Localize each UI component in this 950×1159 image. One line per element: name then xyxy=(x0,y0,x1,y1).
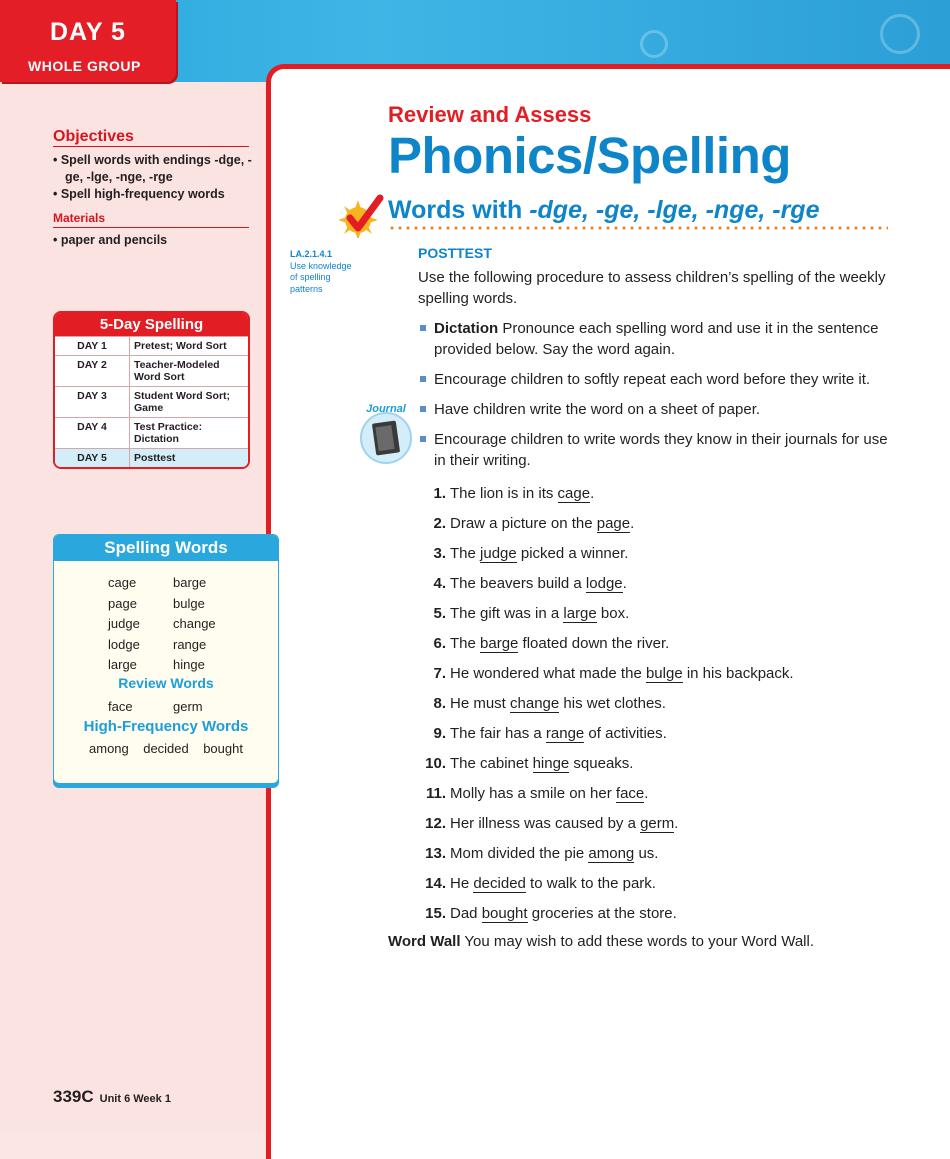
sentence-item xyxy=(416,815,678,832)
bullet-item xyxy=(418,369,898,390)
sentence-item xyxy=(416,485,594,502)
checkmark-icon xyxy=(336,194,388,238)
task-cell: Posttest xyxy=(130,449,249,468)
bullet-item xyxy=(418,429,898,471)
dotted-rule xyxy=(388,226,888,230)
spelling-word: change xyxy=(173,616,216,632)
sentence-item xyxy=(416,545,628,562)
sentence-number: 7. xyxy=(433,665,446,682)
spelling-word: page xyxy=(108,595,137,611)
sentence-text: He wondered what made the xyxy=(450,665,646,682)
standard-note xyxy=(290,249,360,295)
sentence-item xyxy=(416,725,667,742)
sentence-number: 10. xyxy=(425,755,446,772)
sentence-item xyxy=(416,755,633,772)
sentence-number: 13. xyxy=(425,845,446,862)
sentence-text: Dad xyxy=(450,905,482,922)
sentence-number: 14. xyxy=(425,875,446,892)
bullet-lead: Dictation xyxy=(434,320,499,337)
divider xyxy=(53,227,249,228)
spelling-word-underlined: germ xyxy=(640,815,675,832)
sentence-text: The cabinet xyxy=(450,755,533,772)
sentence-item xyxy=(416,875,656,892)
posttest-heading: POSTTEST xyxy=(418,245,492,261)
sentence-item xyxy=(416,695,666,712)
sentence-text: He must xyxy=(450,695,511,712)
word-wall-note xyxy=(388,933,814,950)
standard-code: LA.2.1.4.1 xyxy=(290,249,333,259)
sentence-text: his wet clothes. xyxy=(559,695,666,712)
objectives-list xyxy=(53,152,258,203)
objectives-title: Objectives xyxy=(53,128,134,145)
sentence-number: 15. xyxy=(425,905,446,922)
sentence-text: Draw a picture on the xyxy=(450,515,597,532)
word-wall-lead: Word Wall xyxy=(388,933,461,950)
sentence-text: us. xyxy=(634,845,659,862)
sentence-text: The lion is in its xyxy=(450,485,558,502)
day-tab xyxy=(0,0,176,82)
sentence-item xyxy=(416,845,658,862)
sentence-text: Her illness was caused by a xyxy=(450,815,641,832)
spelling-word: bulge xyxy=(173,595,205,611)
spelling-word-underlined: among xyxy=(588,845,635,862)
spelling-words-list xyxy=(108,573,216,676)
sentence-text: in his backpack. xyxy=(682,665,794,682)
spelling-word-underlined: hinge xyxy=(532,755,570,772)
spelling-word: large xyxy=(108,657,137,673)
subtitle-endings: -dge, -ge, -lge, -nge, -rge xyxy=(529,196,820,224)
materials-title: Materials xyxy=(53,211,106,225)
five-day-spelling-table xyxy=(53,311,250,469)
table-title: 5-Day Spelling xyxy=(55,313,248,336)
sentence-item xyxy=(416,665,794,682)
review-word: face xyxy=(108,699,133,714)
task-cell: Student Word Sort; Game xyxy=(130,387,249,418)
sentence-text: floated down the river. xyxy=(518,635,670,652)
sentence-text: . xyxy=(590,485,595,502)
sentence-number: 8. xyxy=(433,695,446,712)
sentence-text: of activities. xyxy=(584,725,667,742)
sentence-number: 1. xyxy=(433,485,446,502)
journal-label: Journal xyxy=(366,403,406,415)
sentence-text: to walk to the park. xyxy=(525,875,656,892)
spelling-word-underlined: page xyxy=(596,515,631,532)
spelling-words-title: Spelling Words xyxy=(54,535,278,561)
swirl-decoration xyxy=(640,30,668,58)
day-label: DAY 5 xyxy=(50,18,126,46)
sentence-number: 6. xyxy=(433,635,446,652)
sentence-number: 5. xyxy=(433,605,446,622)
word-pair xyxy=(108,614,216,635)
day-cell: DAY 4 xyxy=(55,418,130,449)
materials-item: • paper and pencils xyxy=(53,233,168,247)
spelling-word-underlined: decided xyxy=(473,875,526,892)
sentence-text: . xyxy=(674,815,679,832)
word-pair xyxy=(108,655,216,676)
sentence-item xyxy=(416,575,627,592)
divider xyxy=(53,146,249,147)
review-word: germ xyxy=(173,699,203,714)
standard-text: Use knowledge of spelling patterns xyxy=(290,260,352,294)
word-wall-text: You may wish to add these words to your Word Wall. xyxy=(460,933,815,950)
sentence-text: The xyxy=(450,635,481,652)
page-folio xyxy=(53,1087,171,1107)
day-cell: DAY 2 xyxy=(55,356,130,387)
objective-item: • Spell high-frequency words xyxy=(53,187,225,201)
sentence-text: box. xyxy=(596,605,630,622)
table-row xyxy=(55,418,248,449)
unit-label: Unit 6 Week 1 xyxy=(99,1093,171,1105)
sentence-text: squeaks. xyxy=(569,755,634,772)
task-cell: Teacher-Modeled Word Sort xyxy=(130,356,249,387)
posttest-intro: Use the following procedure to assess children’s spelling of the weekly spelling words. xyxy=(418,269,886,307)
spelling-word: barge xyxy=(173,575,207,590)
day-cell: DAY 5 xyxy=(55,449,130,468)
review-words-title: Review Words xyxy=(118,675,214,691)
sentence-number: 2. xyxy=(433,515,446,532)
spelling-word: cage xyxy=(108,575,137,590)
bullet-text: Pronounce each spelling word and use it in the sentence provided below. Say the word again. xyxy=(434,320,879,358)
page-number: 339C xyxy=(53,1087,94,1106)
word-pair xyxy=(108,635,216,656)
group-label: WHOLE GROUP xyxy=(28,58,141,74)
sentence-number: 3. xyxy=(433,545,446,562)
spelling-word: lodge xyxy=(108,636,140,652)
table-row xyxy=(55,337,248,356)
sentence-text: Molly has a smile on her xyxy=(450,785,616,802)
sentence-text: . xyxy=(622,575,627,592)
sentence-text: groceries at the store. xyxy=(527,905,677,922)
spelling-word-underlined: face xyxy=(615,785,645,802)
sentence-item xyxy=(416,635,669,652)
word-pair xyxy=(108,573,216,594)
page-title: Phonics/Spelling xyxy=(388,127,791,184)
sentence-item xyxy=(416,905,677,922)
sentence-text: The xyxy=(450,545,481,562)
sentence-text: Mom divided the pie xyxy=(450,845,589,862)
sentence-item xyxy=(416,605,629,622)
table-row xyxy=(55,356,248,387)
high-frequency-title: High-Frequency Words xyxy=(83,718,249,735)
task-cell: Test Practice: Dictation xyxy=(130,418,249,449)
spelling-word-underlined: cage xyxy=(557,485,591,502)
spelling-word-underlined: range xyxy=(545,725,585,742)
sentence-number: 11. xyxy=(425,785,446,802)
spelling-word-underlined: large xyxy=(563,605,597,622)
day-cell: DAY 3 xyxy=(55,387,130,418)
sentence-text: . xyxy=(630,515,635,532)
sentence-text: He xyxy=(450,875,474,892)
section-kicker: Review and Assess xyxy=(388,102,592,127)
spelling-words-box xyxy=(53,534,279,784)
high-frequency-words: among decided bought xyxy=(89,741,243,756)
sentence-text: The gift was in a xyxy=(450,605,564,622)
bullet-text: Have children write the word on a sheet of paper. xyxy=(434,401,761,418)
spelling-word-underlined: bought xyxy=(481,905,528,922)
table-row xyxy=(55,387,248,418)
spelling-word: hinge xyxy=(173,657,205,673)
word-pair xyxy=(108,594,216,615)
section-subtitle xyxy=(388,196,820,225)
sentence-text: The beavers build a xyxy=(450,575,586,592)
sentence-number: 12. xyxy=(425,815,446,832)
spelling-word: judge xyxy=(108,616,140,632)
sentence-text: The fair has a xyxy=(450,725,546,742)
spelling-word-underlined: judge xyxy=(480,545,517,562)
sentence-text: picked a winner. xyxy=(516,545,629,562)
subtitle-lead: Words with xyxy=(388,196,530,224)
sentence-number: 9. xyxy=(433,725,446,742)
spelling-word-underlined: bulge xyxy=(645,665,683,682)
day-cell: DAY 1 xyxy=(55,337,130,356)
spelling-word: range xyxy=(173,636,207,652)
sentence-item xyxy=(416,515,634,532)
table-row-current xyxy=(55,449,248,468)
spelling-word-underlined: lodge xyxy=(585,575,623,592)
spelling-word-underlined: change xyxy=(510,695,560,712)
journal-icon xyxy=(358,402,414,464)
bullet-item xyxy=(418,318,898,360)
posttest-bullets xyxy=(418,318,898,471)
bullet-text: Encourage children to write words they know in their journals for use in their writing. xyxy=(434,431,888,469)
sentence-item xyxy=(416,785,648,802)
sentence-text: . xyxy=(644,785,649,802)
review-words-list xyxy=(108,697,203,718)
task-cell: Pretest; Word Sort xyxy=(130,337,249,356)
sentence-number: 4. xyxy=(433,575,446,592)
bullet-text: Encourage children to softly repeat each word before they write it. xyxy=(434,371,871,388)
bullet-item xyxy=(418,399,898,420)
objective-item: • Spell words with endings -dge, -ge, -lge, -nge, -rge xyxy=(53,153,252,184)
spelling-word-underlined: barge xyxy=(480,635,519,652)
swirl-decoration xyxy=(880,14,920,54)
